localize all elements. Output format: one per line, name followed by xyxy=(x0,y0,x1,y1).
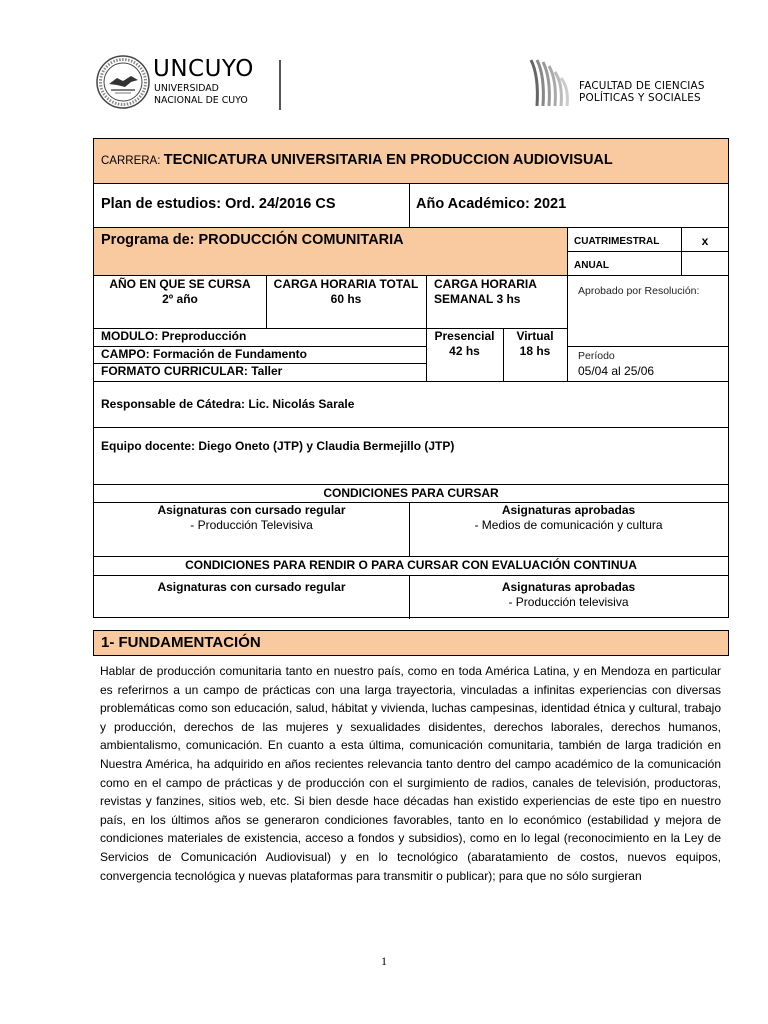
responsable-catedra: Responsable de Cátedra: Lic. Nicolás Sarale xyxy=(101,397,355,411)
rendir-aprobadas-block xyxy=(409,580,728,610)
faculty-logo xyxy=(525,56,575,108)
rendir-aprobadas-item: - Producción televisiva xyxy=(508,595,629,609)
university-seal-logo xyxy=(95,54,151,110)
cursar-regular-block xyxy=(94,503,409,533)
virtual-block xyxy=(503,329,567,359)
formato-curricular: FORMATO CURRICULAR: Taller xyxy=(101,364,283,378)
anio-academico: Año Académico: 2021 xyxy=(416,196,567,212)
cursar-aprobadas-block xyxy=(409,503,728,533)
carrera-line xyxy=(101,153,721,169)
periodo-block xyxy=(578,349,654,379)
rendir-aprobadas-label: Asignaturas aprobadas xyxy=(501,580,636,594)
header-divider xyxy=(279,60,281,110)
anual-label: ANUAL xyxy=(574,260,609,271)
carga-total-block xyxy=(266,277,426,307)
section-heading xyxy=(93,630,729,656)
equipo-docente: Equipo docente: Diego Oneto (JTP) y Claudia Bermejillo (JTP) xyxy=(101,439,455,453)
faculty-name xyxy=(579,80,705,104)
anio-cursa-label: AÑO EN QUE SE CURSA xyxy=(109,277,251,291)
course-info-table xyxy=(93,138,729,618)
cuatrimestral-label: CUATRIMESTRAL xyxy=(574,236,660,247)
carga-semanal-label: CARGA HORARIA xyxy=(434,277,537,291)
carrera-value: TECNICATURA UNIVERSITARIA EN PRODUCCION AUDIOVISUAL xyxy=(163,152,613,168)
virtual-value: 18 hs xyxy=(519,344,551,358)
anio-cursa-block xyxy=(94,277,266,307)
page-header xyxy=(95,52,715,116)
rendir-regular-block xyxy=(94,580,409,595)
uncuyo-subtitle-line: UNIVERSIDAD xyxy=(154,83,219,94)
carga-semanal-block xyxy=(434,277,567,307)
cursar-aprobadas-label: Asignaturas aprobadas xyxy=(501,503,636,517)
campo: CAMPO: Formación de Fundamento xyxy=(101,347,308,361)
programa-title: Programa de: PRODUCCIÓN COMUNITARIA xyxy=(101,232,404,248)
carga-semanal-value: SEMANAL 3 hs xyxy=(434,292,521,306)
cursar-aprobadas-item: - Medios de comunicación y cultura xyxy=(474,518,663,532)
faculty-name-line: POLÍTICAS Y SOCIALES xyxy=(579,92,701,104)
anio-cursa-value: 2º año xyxy=(162,292,198,306)
page-number: 1 xyxy=(381,954,387,968)
modulo: MODULO: Preproducción xyxy=(101,329,247,343)
periodo-value: 05/04 al 25/06 xyxy=(578,364,655,378)
periodo-label: Período xyxy=(578,350,615,362)
carga-total-value: 60 hs xyxy=(330,292,362,306)
uncuyo-subtitle-line: NACIONAL DE CUYO xyxy=(154,95,248,106)
section-title: 1- FUNDAMENTACIÓN xyxy=(101,634,261,651)
cuatrimestral-mark: x xyxy=(701,234,709,248)
presencial-label: Presencial xyxy=(434,329,495,343)
virtual-label: Virtual xyxy=(516,329,554,343)
rendir-regular-label: Asignaturas con cursado regular xyxy=(157,580,346,594)
faculty-name-line: FACULTAD DE CIENCIAS xyxy=(579,80,705,92)
cursar-regular-item: - Producción Televisiva xyxy=(190,518,313,532)
condiciones-rendir-heading: CONDICIONES PARA RENDIR O PARA CURSAR CON EVALUACIÓN CONTINUA xyxy=(185,558,637,572)
uncuyo-subtitle xyxy=(154,83,248,107)
aprobado-label: Aprobado por Resolución: xyxy=(578,285,700,297)
carrera-label: CARRERA: xyxy=(101,155,161,167)
plan-estudios: Plan de estudios: Ord. 24/2016 CS xyxy=(101,196,336,212)
cursar-regular-label: Asignaturas con cursado regular xyxy=(157,503,346,517)
uncuyo-wordmark: UNCUYO xyxy=(153,56,254,82)
fundamentacion-paragraph: Hablar de producción comunitaria tanto en nuestro país, como en toda América Latina, y en Mendoza en particular es referirnos a un campo de prácticas con una larga trayectoria, vinculadas a infinitas experiencias con diversas problemáticas como son educación, salud, hábitat y vivienda, luchas campesinas, identidad étnica y cultural, trabajo y producción, derechos de las mujeres y sexualidades disidentes, derechos laborales, derechos humanos, ambientalismo, comunicación. En cuanto a esta última, comunicación comunitaria, también de larga tradición en Nuestra América, ha adquirido en años recientes relevancia tanto dentro del campo académico de la comunicación como en el campo de prácticas y de producción con el surgimiento de radios, canales de televisión, productoras, revistas y fanzines, sitios web, etc. Si bien desde hace décadas han existido experiencias de este tipo en nuestro país, en los últimos años se generaron condiciones favorables, tanto en lo económico (estabilidad y mejora de condiciones materiales de existencia, acceso a fondos y subsidios), como en lo legal (reconocimiento en la Ley de Servicios de Comunicación Audiovisual) y en lo tecnológico (abaratamiento de costos, nuevos equipos, convergencia tecnológica y nuevas plataformas para transmitir o publicar); para que no sólo surgieran xyxy=(100,664,721,883)
condiciones-cursar-heading: CONDICIONES PARA CURSAR xyxy=(323,486,499,500)
presencial-block xyxy=(426,329,503,359)
carga-total-label: CARGA HORARIA TOTAL xyxy=(273,277,419,291)
presencial-value: 42 hs xyxy=(449,344,480,358)
